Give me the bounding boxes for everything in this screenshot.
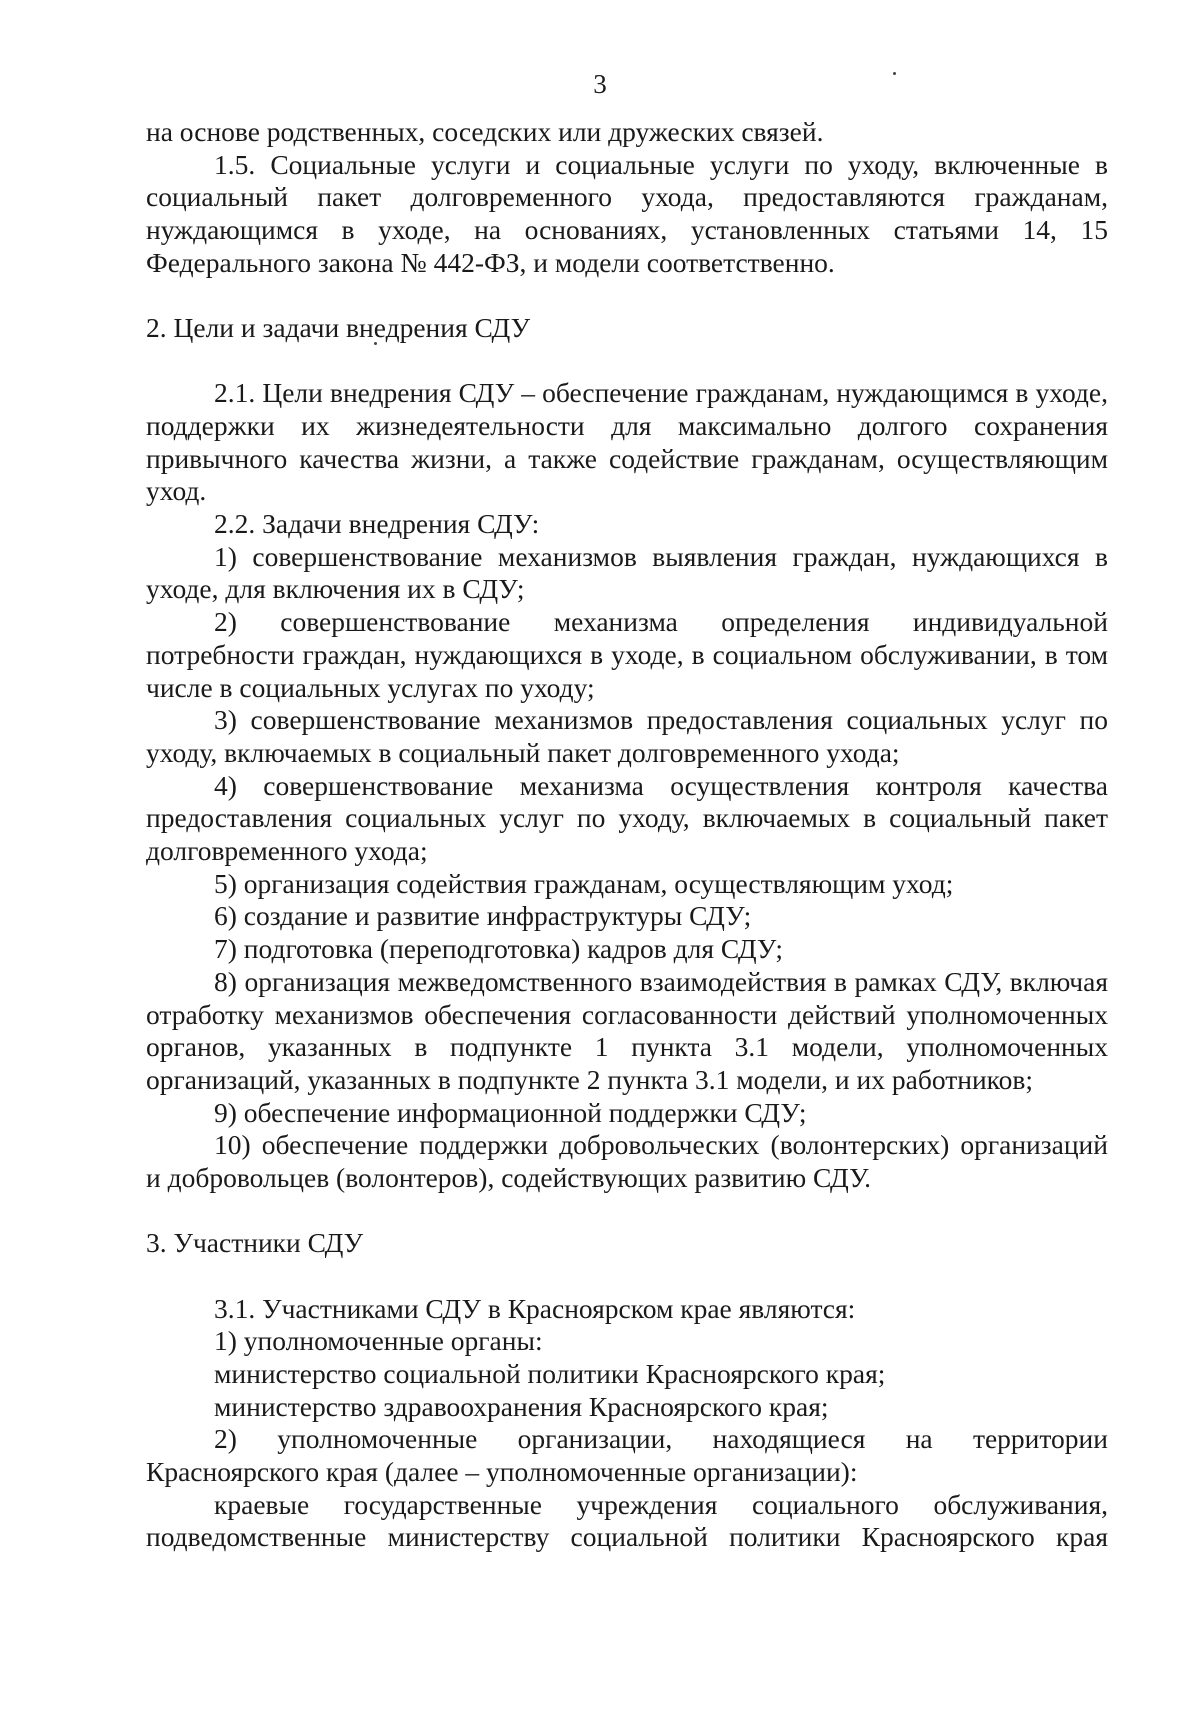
paragraph: 9) обеспечение информационной поддержки СДУ; <box>214 1096 807 1128</box>
section-heading: 2. Цели и задачи внедрения СДУ <box>146 311 531 343</box>
paragraph: 4) совершенствование механизма осуществления контроля качества предоставления социальных услуг по уходу, включаемых в социальный пакет долговременного ухода; <box>146 769 1108 867</box>
paragraph: на основе родственных, соседских или дружеских связей. <box>146 116 824 147</box>
paragraph: 7) подготовка (переподготовка) кадров для СДУ; <box>214 933 783 965</box>
paragraph: 3.1. Участниками СДУ в Красноярском крае являются: <box>214 1292 856 1324</box>
paragraph: 6) создание и развитие инфраструктуры СДУ; <box>214 900 752 932</box>
paragraph: 2.1. Цели внедрения СДУ – обеспечение гражданам, нуждающимся в уходе, поддержки их жизнедеятельности для максимально долгого сохранения привычного качества жизни, а также содействие гражданам, осуществляющим уход. <box>146 377 1108 507</box>
paragraph: 1.5. Социальные услуги и социальные услуги по уходу, включенные в социальный пакет долговременного ухода, предоставляются гражданам, нуждающимся в уходе, на основаниях, установленных статьями 14, 15 Федерального закона № 442-ФЗ, и модели соответственно. <box>146 148 1108 278</box>
paragraph: 3) совершенствование механизмов предоставления социальных услуг по уходу, включаемых в социальный пакет долговременного ухода; <box>146 704 1108 768</box>
scan-speck <box>893 72 896 75</box>
paragraph: 5) организация содействия гражданам, осуществляющим уход; <box>214 867 954 899</box>
paragraph: министерство социальной политики Красноярского края; <box>214 1357 886 1389</box>
paragraph: 2) уполномоченные организации, находящиеся на территории Красноярского края (далее – уполномоченные организации): <box>146 1423 1108 1488</box>
section-heading: 3. Участники СДУ <box>146 1226 364 1258</box>
paragraph: 2) совершенствование механизма определения индивидуальной потребности граждан, нуждающихся в уходе, в социальном обслуживании, в том числе в социальных услугах по уходу; <box>146 606 1108 703</box>
paragraph: 1) уполномоченные органы: <box>214 1325 543 1357</box>
paragraph: 10) обеспечение поддержки добровольческих (волонтерских) организаций и добровольцев (волонтеров), содействующих развитию СДУ. <box>146 1129 1108 1194</box>
paragraph: 8) организация межведомственного взаимодействия в рамках СДУ, включая отработку механизмов обеспечения согласованности действий уполномоченных органов, указанных в подпункте 1 пункта 3.1 модели, уполномоченных организаций, указанных в подпункте 2 пункта 3.1 модели, и их работников; <box>146 965 1108 1095</box>
paragraph: министерство здравоохранения Красноярского края; <box>214 1390 829 1422</box>
paragraph: 2.2. Задачи внедрения СДУ: <box>214 508 540 540</box>
paragraph: 1) совершенствование механизмов выявления граждан, нуждающихся в уходе, для включения их в СДУ; <box>146 540 1108 605</box>
page-number: 3 <box>593 69 607 99</box>
paragraph: краевые государственные учреждения социального обслуживания, подведомственные министерству социальной политики Красноярского края <box>146 1488 1108 1553</box>
document-body <box>146 116 1108 1554</box>
